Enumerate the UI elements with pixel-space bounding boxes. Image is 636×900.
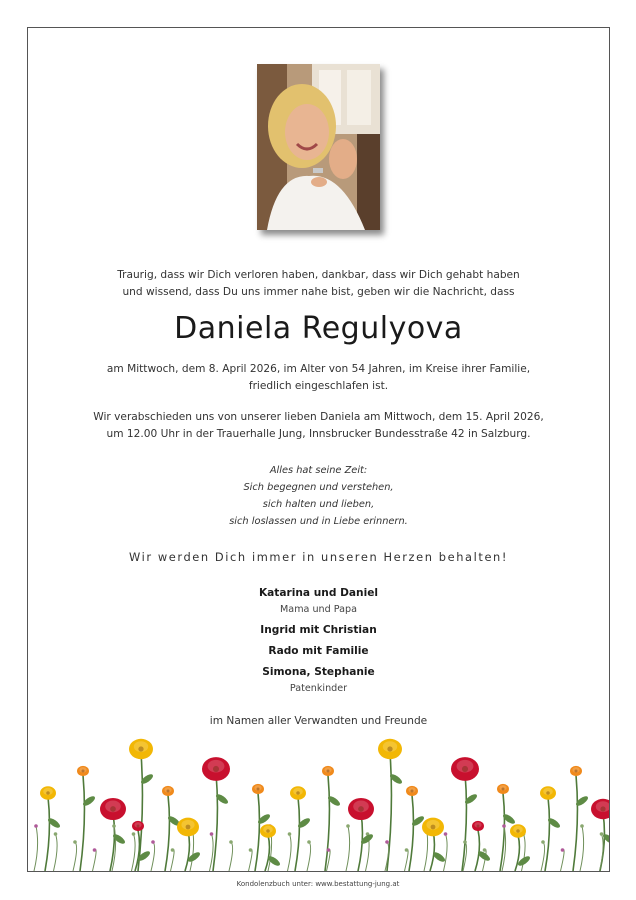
deceased-name: Daniela Regulyova bbox=[174, 311, 463, 346]
mourners-list bbox=[28, 585, 609, 701]
poem-line-1: Alles hat seine Zeit: bbox=[269, 465, 368, 476]
death-line-2: friedlich eingeschlafen ist. bbox=[248, 380, 389, 392]
poem-line-2: Sich begegnen und verstehen, bbox=[243, 482, 394, 493]
mourner-relation: Patenkinder bbox=[289, 683, 348, 694]
service-line-1: Wir verabschieden uns von unserer lieben Daniela am Mittwoch, dem 15. April 2026, bbox=[93, 411, 544, 423]
poem-line-3: sich halten und lieben, bbox=[262, 499, 375, 510]
service-info bbox=[28, 409, 609, 443]
intro-line-1: Traurig, dass wir Dich verloren haben, dankbar, dass wir Dich gehabt haben bbox=[117, 269, 520, 281]
flower-border-icon bbox=[28, 731, 610, 871]
obituary-card bbox=[27, 27, 610, 872]
poem bbox=[28, 462, 609, 530]
mourner-name: Rado mit Familie bbox=[268, 645, 369, 657]
motto: Wir werden Dich immer in unseren Herzen behalten! bbox=[128, 550, 509, 564]
death-line-1: am Mittwoch, dem 8. April 2026, im Alter von 54 Jahren, im Kreise ihrer Familie, bbox=[106, 363, 531, 375]
closing-text: im Namen aller Verwandten und Freunde bbox=[209, 715, 428, 727]
service-line-2: um 12.00 Uhr in der Trauerhalle Jung, Innsbrucker Bundesstraße 42 in Salzburg. bbox=[106, 428, 531, 440]
intro-line-2: und wissend, dass Du uns immer nahe bist, geben wir die Nachricht, dass bbox=[122, 286, 515, 298]
intro-text bbox=[28, 267, 609, 301]
condolence-footer: Kondolenzbuch unter: www.bestattung-jung.at bbox=[236, 880, 400, 888]
mourner-name: Katarina und Daniel bbox=[258, 587, 379, 599]
mourner-name: Ingrid mit Christian bbox=[260, 624, 377, 636]
poem-line-4: sich loslassen und in Liebe erinnern. bbox=[229, 516, 408, 527]
mourner-relation: Mama und Papa bbox=[280, 604, 357, 615]
mourner-name: Simona, Stephanie bbox=[262, 666, 375, 678]
portrait-photo bbox=[257, 64, 380, 230]
death-notice bbox=[28, 361, 609, 395]
